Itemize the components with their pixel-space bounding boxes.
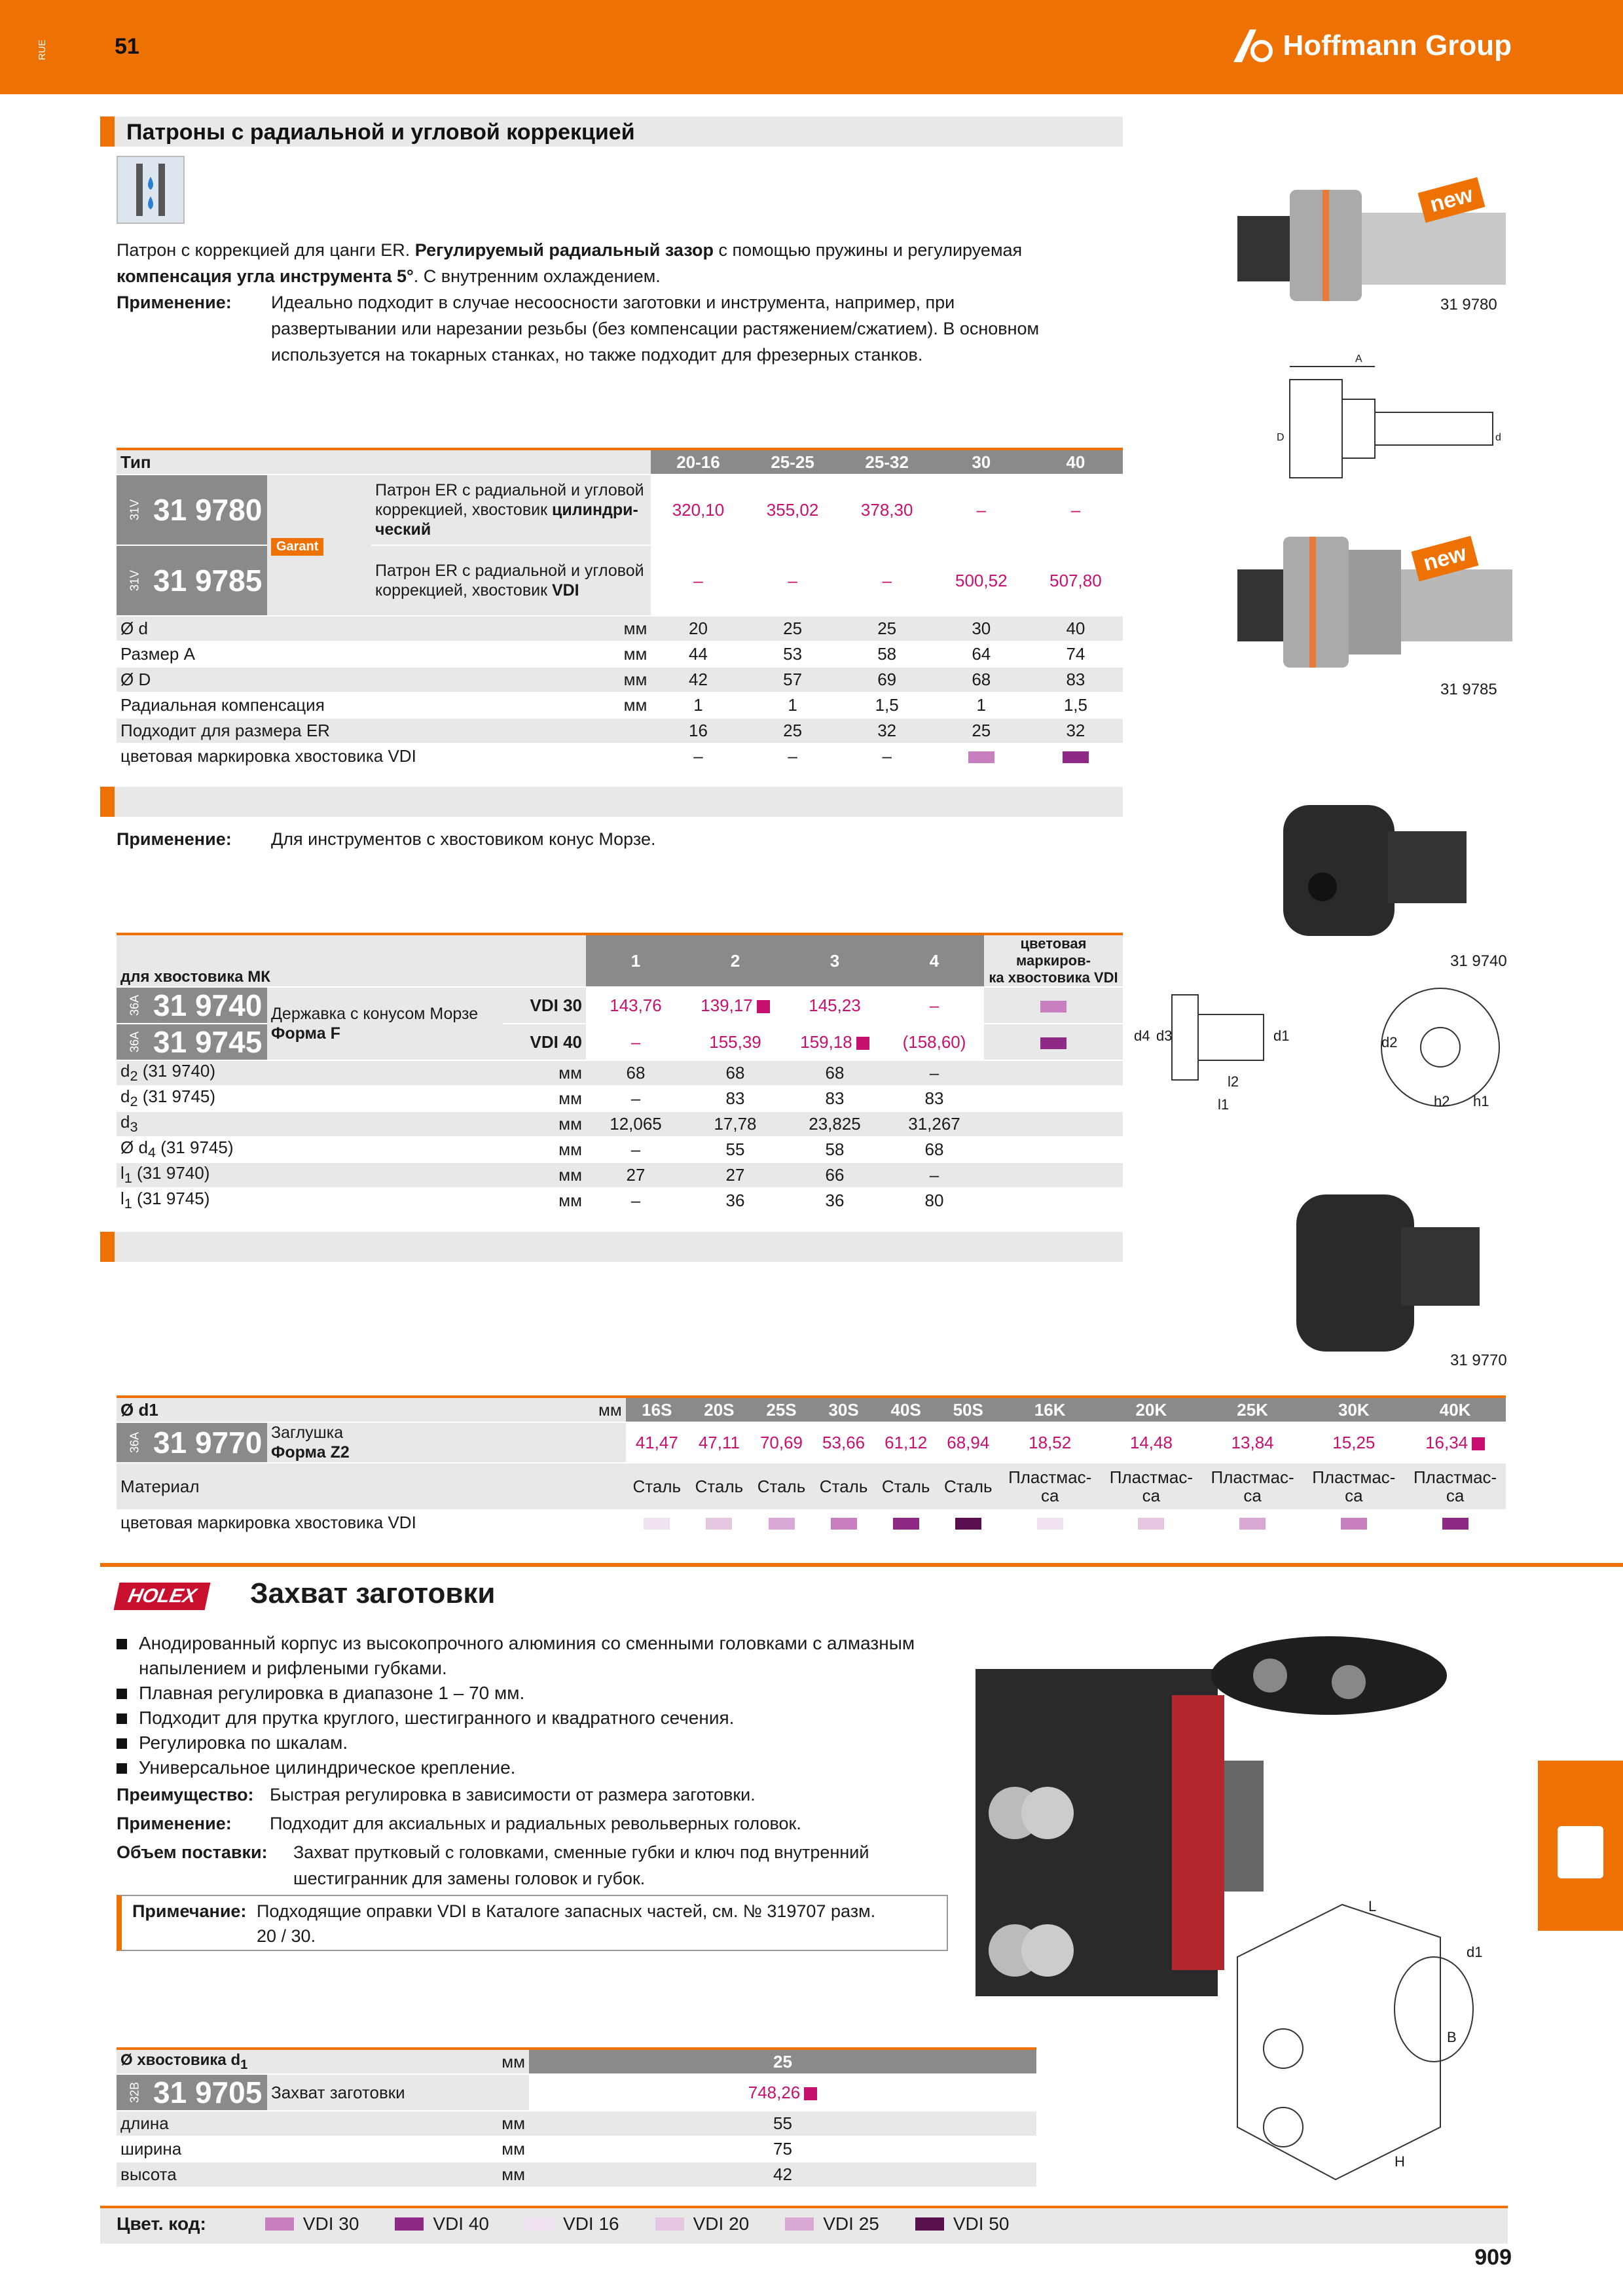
- section-title-bar: [100, 787, 1123, 817]
- product-description: Патрон ER с радиальной и угловой коррекцией, хвостовик цилиндри- ческий: [371, 475, 651, 545]
- list-item: Регулировка по шкалам.: [117, 1731, 968, 1755]
- section-title-bar: [100, 1232, 1123, 1262]
- table-row: Ø d мм 20 25 25 30 40: [117, 616, 1123, 641]
- side-code: RUE: [37, 39, 48, 60]
- table-row: Подходит для размера ER 16 25 32 25 32: [117, 718, 1123, 744]
- coolant-icon: [117, 156, 185, 224]
- table-row: $l_1$ (31 9745) мм – 36 36 80: [117, 1188, 1123, 1213]
- chapter-tab[interactable]: [1538, 1761, 1623, 1931]
- section-title-bar: [100, 117, 1123, 147]
- table-row: 36A 31 9740 Державка с конусом Морзе Форма F VDI 30 143,76 139,17 145,23 –: [117, 987, 1123, 1024]
- article-number: 31V 31 9780: [117, 475, 267, 545]
- table-row: 36A 31 9745 VDI 40 – 155,39 159,18 (158,60): [117, 1024, 1123, 1060]
- product-table-3: Ø d1 мм 16S 20S 25S 30S 40S 50S 16K 20K 25K 30K 40K 36A 31 9770 Заглушка Форма Z2 41,47 47,11 70,69 53,66 61,12 68,94 18,52 14,48 13,84 15,25 16,34 Материал Сталь Сталь Сталь Сталь Сталь Сталь Пластмас- са Пластмас- са Пластмас- са Пластмас- са Пластмас- са цветовая маркировка хвостовика VDI: [117, 1395, 1506, 1536]
- table-row: длина мм 55: [117, 2111, 1036, 2136]
- section1-description: Патрон с коррекцией для цанги ER. Регулируемый радиальный зазор с помощью пружины и регулируемая компенсация угла инструмента 5°. С внутренним охлаждением.: [117, 240, 1023, 286]
- product-image-319785: [1231, 530, 1519, 674]
- table-row: Размер A мм 44 53 58 64 74: [117, 641, 1123, 667]
- hoffmann-logo-icon: [1230, 26, 1276, 65]
- image-caption: 31 9740: [1450, 952, 1507, 970]
- application-text: Для инструментов с хвостовиком конус Морзе.: [271, 829, 656, 849]
- table-row: 31V 31 9780 Garant Патрон ER с радиальной и угловой коррекцией, хвостовик цилиндри- ческий 320,10 355,02 378,30 – –: [117, 475, 1123, 545]
- price-marker: [804, 2087, 817, 2100]
- image-caption: 31 9785: [1440, 681, 1497, 698]
- section4-title: Захват заготовки: [250, 1577, 496, 1609]
- holex-logo: HOLEX: [114, 1583, 211, 1610]
- table-row: $d_2$ (31 9745) мм – 83 83 83: [117, 1086, 1123, 1111]
- dim-label: D: [1277, 432, 1285, 443]
- list-item: Плавная регулировка в диапазоне 1 – 70 мм.: [117, 1681, 968, 1706]
- feature-list: [117, 1631, 968, 1780]
- section-divider: [100, 1563, 1623, 1567]
- jaw-image: [1205, 1610, 1453, 1728]
- table-row: $d_3$ мм 12,065 17,78 23,825 31,267: [117, 1111, 1123, 1137]
- technical-drawing-319740: d4 d3 d1 d2 l2 l1 h2 h1: [1133, 975, 1506, 1139]
- new-badge: new: [1412, 536, 1479, 582]
- vdi40-swatch: [1063, 751, 1089, 763]
- image-caption: 31 9780: [1440, 296, 1497, 314]
- table-row: Ø $d_4$ (31 9745) мм – 55 58 68: [117, 1137, 1123, 1162]
- product-image-319740: [1277, 792, 1473, 942]
- price-marker: [1472, 1437, 1485, 1450]
- list-item: Анодированный корпус из высокопрочного алюминия со сменными головками с алмазным напылением и рифлеными губками.: [117, 1631, 968, 1681]
- brand-logo: [1230, 26, 1512, 65]
- vdi30-swatch: [968, 751, 994, 763]
- table-row: ширина мм 75: [117, 2136, 1036, 2162]
- price-marker: [856, 1037, 869, 1050]
- table-row: цветовая маркировка хвостовика VDI: [117, 1510, 1506, 1535]
- table-row: цветовая маркировка хвостовика VDI – – –: [117, 744, 1123, 769]
- article-number: 36A 31 9740: [117, 987, 267, 1024]
- chuck-icon: [1558, 1826, 1603, 1878]
- dim-label: d: [1495, 432, 1501, 443]
- vdi40-swatch: [1040, 1037, 1067, 1049]
- product-image-319780: [1224, 177, 1512, 301]
- product-table-2: для хвостовика МК 1 2 3 4 цветовая маркиров- ка хвостовика VDI 36A 31 9740 Державка с конусом Морзе Форма F VDI 30 143,76 139,17 145,23 – 36A 31 9745 VDI 40 – 155,39 159,18 (158,60) $d_2$ (31 9740) мм 68 68 68 – $d_2$ (31 9745) мм – 83 83 83 $d_3$ мм 12,065 17,78 23,825 31,267 Ø $d_4$ (31 9745) мм – 55 58 68 $l_1$ (31 9740) мм 27 27 66 – $l_1$ (31 9745) мм – 36 36 80: [117, 933, 1123, 1214]
- table-row: $d_2$ (31 9740) мм 68 68 68 –: [117, 1060, 1123, 1086]
- table-row: 31V 31 9785 Патрон ER с радиальной и угловой коррекцией, хвостовик VDI – – – 500,52 507,80: [117, 545, 1123, 616]
- technical-drawing-319780: [1277, 353, 1506, 491]
- table-row: 36A 31 9770 Заглушка Форма Z2 41,47 47,11 70,69 53,66 61,12 68,94 18,52 14,48 13,84 15,25 16,34: [117, 1422, 1506, 1463]
- application-text: Идеально подходит в случае несоосности заготовки и инструмента, например, при развертывании или нарезании резьбы (без компенсации растяжением/сжатием). В основном используется на токарных станках, но также подходит для фрезерных станков.: [271, 293, 1040, 365]
- note-box: Примечание: Подходящие оправки VDI в Каталоге запасных частей, см. № 319707 разм. 20 / 30.: [117, 1895, 948, 1951]
- list-item: Подходит для прутка круглого, шестигранного и квадратного сечения.: [117, 1706, 968, 1731]
- table-row: Материал Сталь Сталь Сталь Сталь Сталь Сталь Пластмас- са Пластмас- са Пластмас- са Пластмас- са Пластмас- са: [117, 1463, 1506, 1510]
- new-badge: new: [1418, 177, 1486, 223]
- product-table-4: Ø хвостовика $d_1$ мм 25 32B 31 9705 Захват заготовки 748,26 длина мм 55 ширина мм 75 высота мм 42: [117, 2047, 1036, 2188]
- garant-brand: Garant: [267, 475, 371, 616]
- product-image-319770: [1290, 1188, 1486, 1358]
- product-table-1: Тип 20-16 25-25 25-32 30 40 31V 31 9780 Garant Патрон ER с радиальной и угловой коррекцией, хвостовик цилиндри- ческий 320,10 355,02 378,30 – – 31V 31 9785 Патрон ER с радиальной и угловой коррекцией, хвостовик VDI – – – 500,52 507,80 Ø d мм 20 25 25 30 40 Размер A мм 44 53 58 64 74 Ø D мм 42 57 69 68 83 Радиальная компенсация мм 1 1 1,5 1 1,5 Подходит для размера ER 16 25 32 25 32 цветовая маркировка хвостовика VDI – – –: [117, 448, 1123, 770]
- image-caption: 31 9770: [1450, 1352, 1507, 1369]
- vdi30-swatch: [1040, 1001, 1067, 1013]
- page-number: 909: [1474, 2245, 1512, 2270]
- article-number: 31V 31 9785: [117, 545, 267, 616]
- table-row: высота мм 42: [117, 2162, 1036, 2187]
- product-description: Державка с конусом Морзе Форма F: [267, 987, 503, 1060]
- table-row: Ø D мм 42 57 69 68 83: [117, 667, 1123, 692]
- product-description: Патрон ER с радиальной и угловой коррекцией, хвостовик VDI: [371, 545, 651, 616]
- color-legend: Цвет. код: VDI 30 VDI 40 VDI 16 VDI 20 VDI 25 VDI 50: [117, 2214, 1010, 2234]
- dim-label: A: [1355, 353, 1362, 365]
- table-row: Радиальная компенсация мм 1 1 1,5 1 1,5: [117, 692, 1123, 718]
- table-row: $l_1$ (31 9740) мм 27 27 66 –: [117, 1162, 1123, 1188]
- list-item: Универсальное цилиндрическое крепление.: [117, 1755, 968, 1780]
- application-label: Применение:: [117, 829, 232, 849]
- price-marker: [757, 1000, 770, 1013]
- technical-drawing-319705: L d1 B H: [1211, 1878, 1506, 2193]
- table-row: 32B 31 9705 Захват заготовки 748,26: [117, 2074, 1036, 2111]
- article-number: 36A 31 9770: [117, 1422, 267, 1463]
- application-label: Применение:: [117, 293, 232, 312]
- chapter-number: 51: [115, 34, 139, 59]
- article-number: 36A 31 9745: [117, 1024, 267, 1060]
- section-title: Патроны с радиальной и угловой коррекцией: [126, 120, 635, 145]
- page-header: [0, 0, 1623, 94]
- brand-name: Hoffmann Group: [1283, 29, 1512, 62]
- article-number: 32B 31 9705: [117, 2074, 267, 2111]
